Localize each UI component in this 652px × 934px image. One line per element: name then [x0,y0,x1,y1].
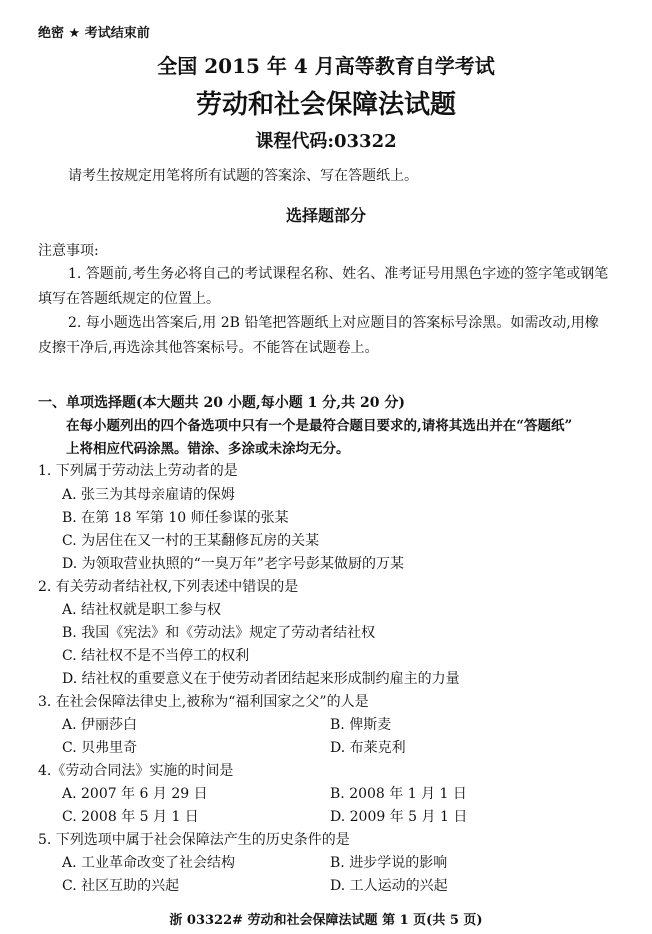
question-stem: 4.《劳动合同法》实施的时间是 [38,763,234,779]
question-option: A. 伊丽莎白 [62,717,138,733]
subject-title: 劳动和社会保障法试题 [195,90,456,120]
question-option: B. 2008 年 1 月 1 日 [330,786,467,802]
notes-item-2-line-1: 2. 每小题选出答案后,用 2B 铅笔把答题纸上对应题目的答案标号涂黑。如需改动,用橡 [68,315,599,331]
question-option: C. 2008 年 5 月 1 日 [62,809,199,825]
exam-title: 全国 2015 年 4 月高等教育自学考试 [157,54,495,78]
question-option: D. 结社权的重要意义在于使劳动者团结起来形成制约雇主的力量 [62,671,460,687]
question-option: D. 布莱克利 [330,740,406,756]
question-stem: 2. 有关劳动者结社权,下列表述中错误的是 [38,579,299,595]
question-option: B. 在第 18 军第 10 师任参谋的张某 [62,510,289,526]
notes-title: 注意事项: [38,243,99,259]
question-option: D. 2009 年 5 月 1 日 [330,809,468,825]
question-option: A. 工业革命改变了社会结构 [62,855,236,871]
course-code: 课程代码:03322 [255,131,397,152]
question-option: D. 为领取营业执照的“一臭万年”老字号彭某做厨的万某 [62,556,404,572]
question-option: A. 结社权就是职工参与权 [62,602,222,618]
part-description-line-1: 在每小题列出的四个备选项中只有一个是最符合题目要求的,请将其选出并在“答题纸” [66,418,573,434]
notes-item-1-line-2: 填写在答题纸规定的位置上。 [38,291,220,307]
answer-instruction: 请考生按规定用笔将所有试题的答案涂、写在答题纸上。 [68,168,418,184]
question-option: A. 张三为其母亲雇请的保姆 [62,487,236,503]
question-option: A. 2007 年 6 月 29 日 [62,786,208,802]
question-stem: 1. 下列属于劳动法上劳动者的是 [38,463,238,479]
notes-item-2-line-2: 皮擦干净后,再选涂其他答案标号。不能答在试题卷上。 [38,340,379,356]
question-option: C. 贝弗里奇 [62,740,138,756]
question-option: B. 我国《宪法》和《劳动法》规定了劳动者结社权 [62,625,376,641]
question-option: C. 社区互助的兴起 [62,878,180,894]
secret-mark: 绝密 ★ 考试结束前 [38,26,150,41]
notes-item-1-line-1: 1. 答题前,考生务必将自己的考试课程名称、姓名、准考证号用黑色字迹的签字笔或钢笔 [68,266,609,282]
part-description-line-2: 上将相应代码涂黑。错涂、多涂或未涂均无分。 [66,441,350,457]
page-footer: 浙 03322# 劳动和社会保障法试题 第 1 页(共 5 页) [169,913,483,928]
question-option: B. 俾斯麦 [330,717,392,733]
question-option: D. 工人运动的兴起 [330,878,448,894]
question-option: C. 结社权不是不当停工的权利 [62,648,250,664]
question-option: B. 进步学说的影响 [330,855,448,871]
question-option: C. 为居住在又一村的王某翻修瓦房的关某 [62,533,320,549]
part-heading: 一、单项选择题(本大题共 20 小题,每小题 1 分,共 20 分) [38,395,405,411]
question-stem: 5. 下列选项中属于社会保障法产生的历史条件的是 [38,832,350,848]
section-title: 选择题部分 [285,206,366,225]
question-stem: 3. 在社会保障法律史上,被称为“福利国家之父”的人是 [38,694,369,710]
